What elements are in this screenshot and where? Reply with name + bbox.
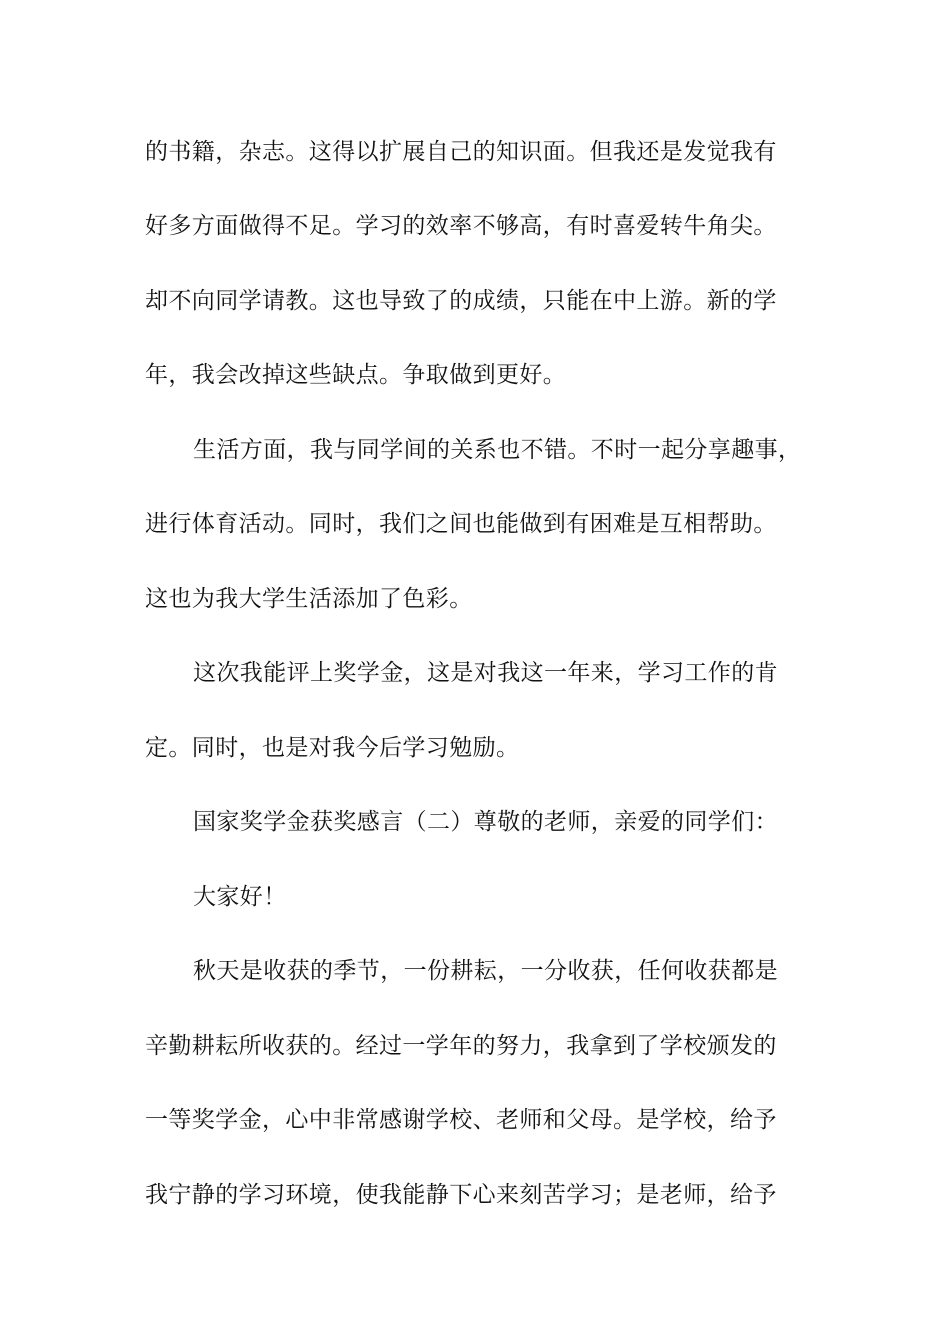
section-heading-line: 国家奖学金获奖感言（二）尊敬的老师，亲爱的同学们： <box>193 809 778 835</box>
greeting-line: 大家好！ <box>193 884 287 910</box>
text-line: 这也为我大学生活添加了色彩。 <box>145 586 473 612</box>
text-line: 好多方面做得不足。学习的效率不够高，有时喜爱转牛角尖。 <box>145 213 777 239</box>
text-line: 辛勤耕耘所收获的。经过一学年的努力，我拿到了学校颁发的 <box>145 1033 777 1059</box>
text-line: 我宁静的学习环境，使我能静下心来刻苦学习；是老师，给予 <box>145 1182 777 1208</box>
paragraph-start-line: 秋天是收获的季节，一份耕耘，一分收获，任何收获都是 <box>193 958 778 984</box>
text-line: 却不向同学请教。这也导致了的成绩，只能在中上游。新的学 <box>145 288 777 314</box>
text-line: 的书籍，杂志。这得以扩展自己的知识面。但我还是发觉我有 <box>145 139 777 165</box>
text-line: 定。同时，也是对我今后学习勉励。 <box>145 735 520 761</box>
text-line: 年，我会改掉这些缺点。争取做到更好。 <box>145 362 567 388</box>
text-line: 一等奖学金，心中非常感谢学校、老师和父母。是学校，给予 <box>145 1107 777 1133</box>
paragraph-start-line: 这次我能评上奖学金，这是对我这一年来，学习工作的肯 <box>193 660 778 686</box>
paragraph-start-line: 生活方面，我与同学间的关系也不错。不时一起分享趣事， <box>193 437 802 463</box>
text-line: 进行体育活动。同时，我们之间也能做到有困难是互相帮助。 <box>145 511 777 537</box>
